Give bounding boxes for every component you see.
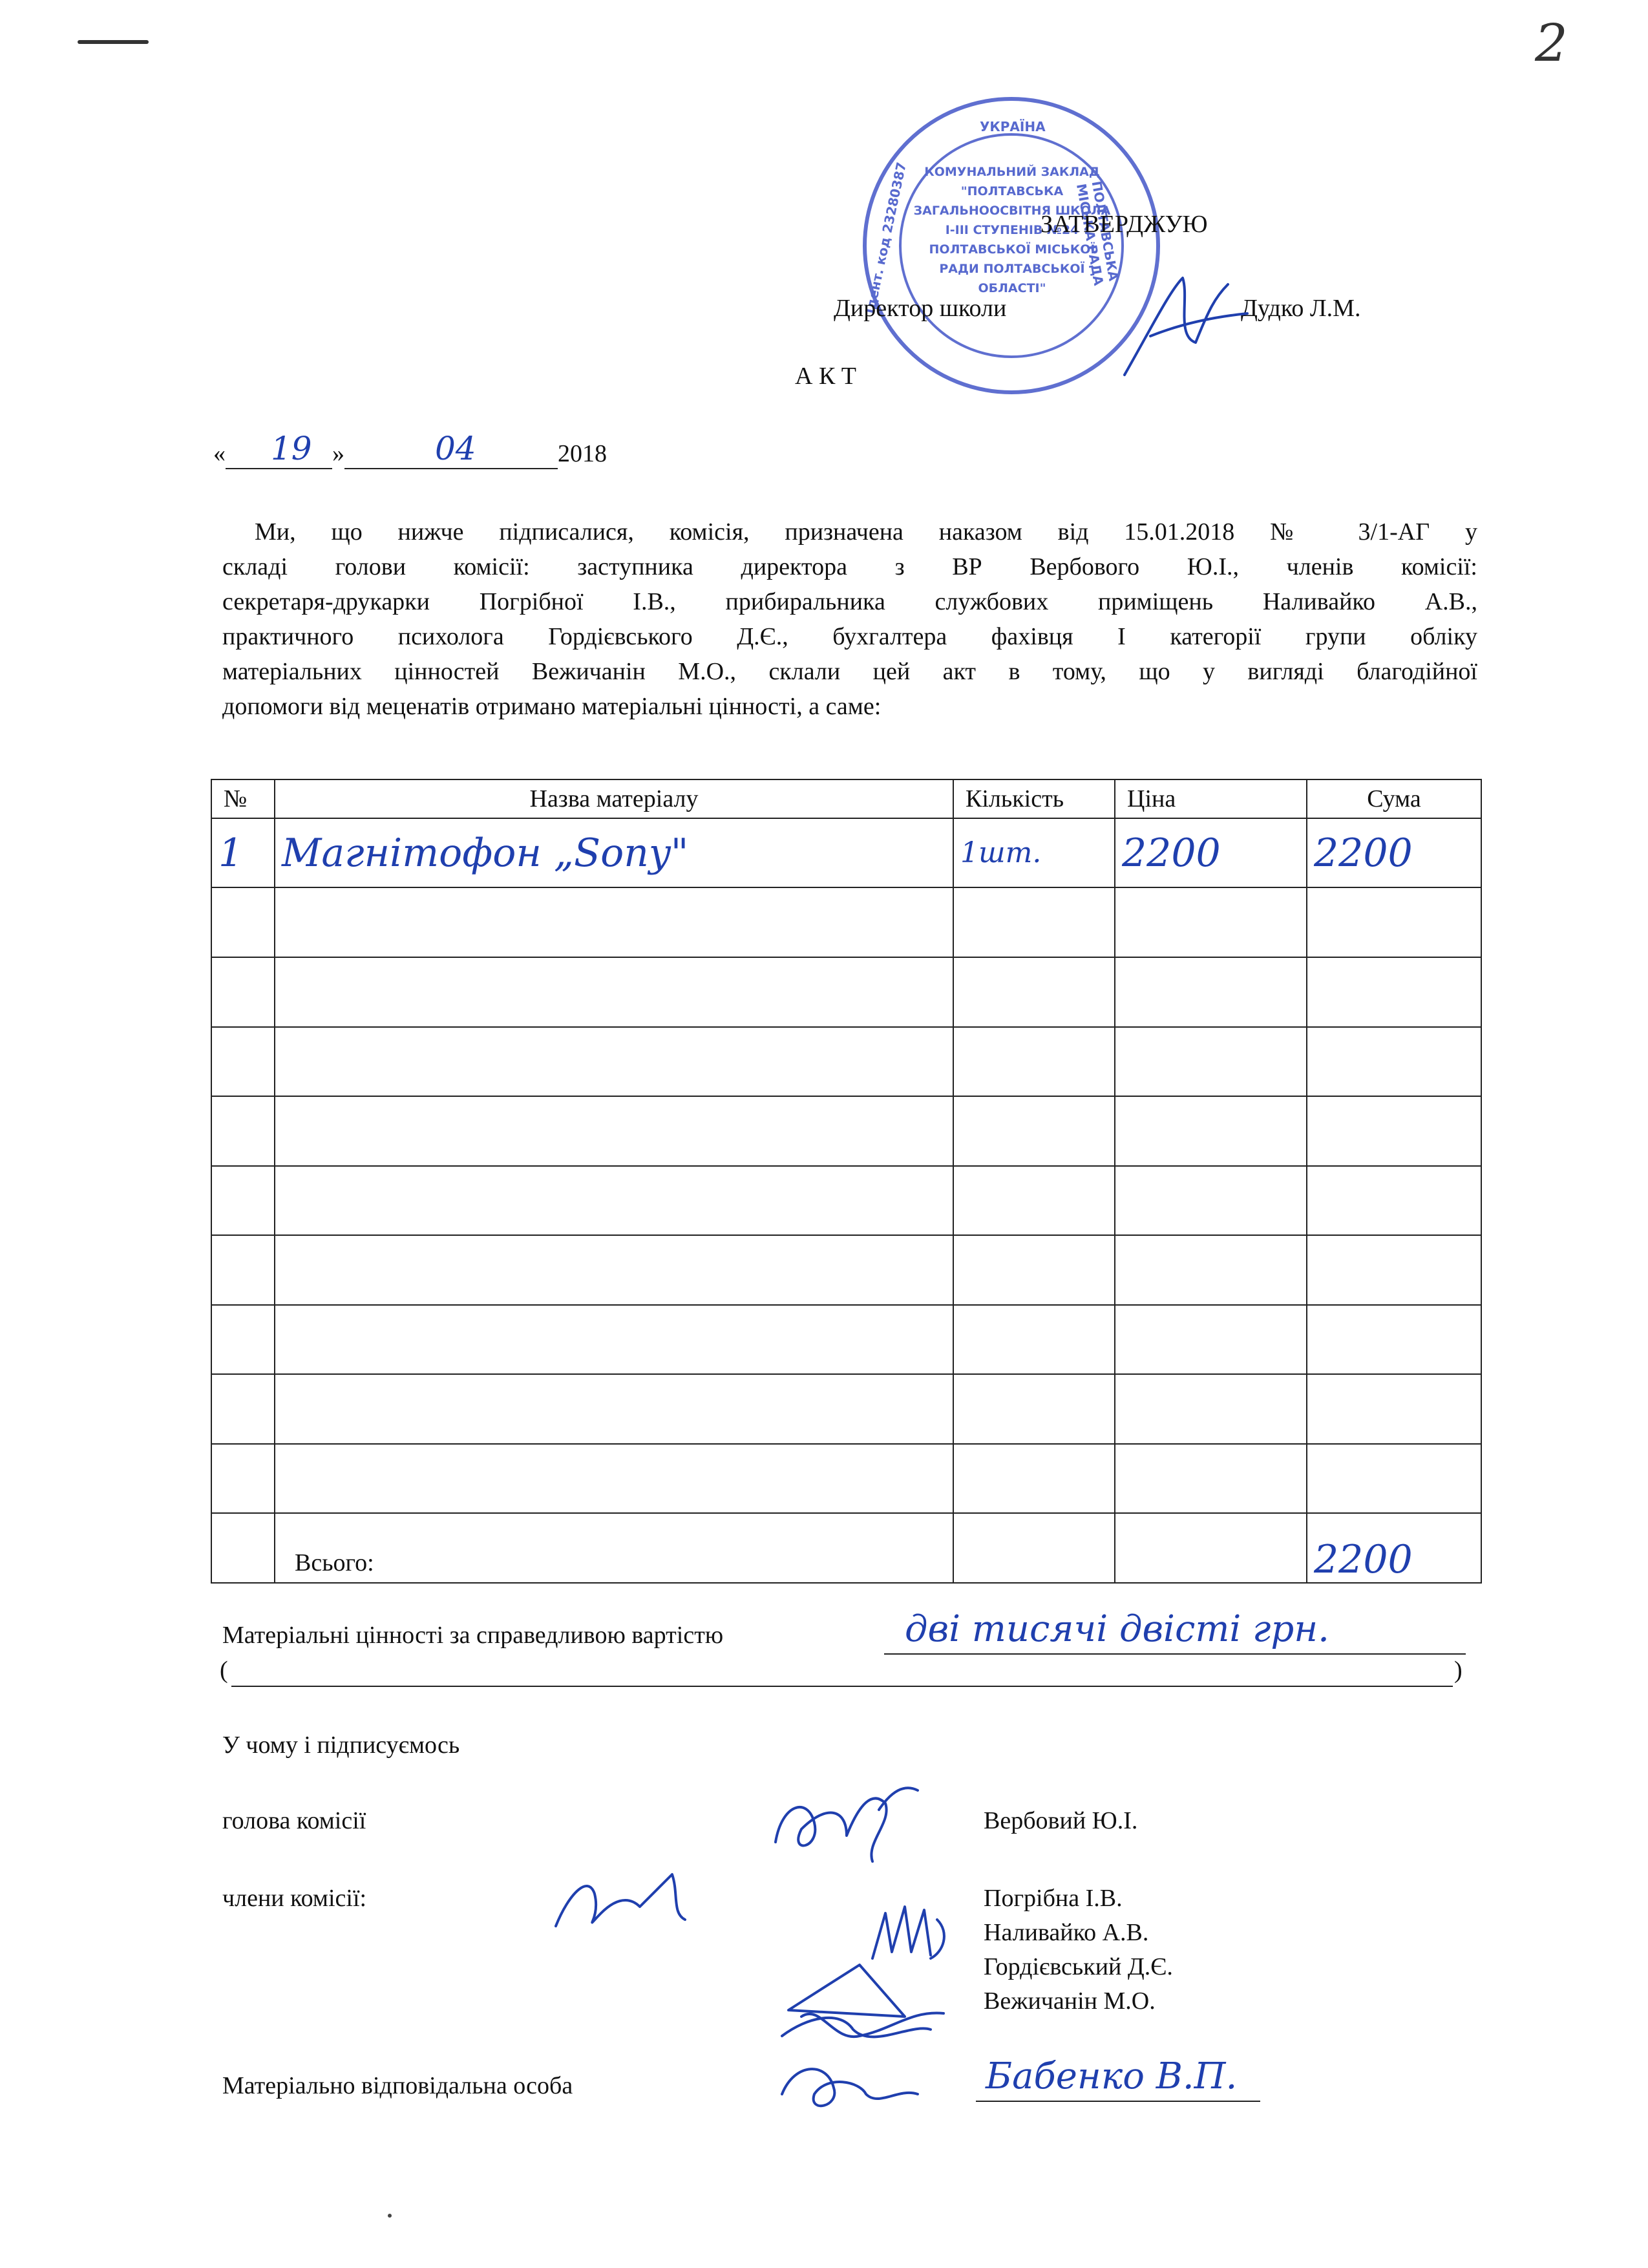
row-number: 1: [211, 818, 275, 888]
approval-heading: ЗАТВЕРДЖУЮ: [1041, 211, 1208, 238]
col-header-sum: Сума: [1307, 779, 1481, 818]
act-body-paragraph: [222, 514, 1477, 724]
table-header-row: [211, 779, 1481, 818]
date-close-quote: »: [332, 440, 344, 467]
member-name: Наливайко А.В.: [984, 1919, 1149, 1946]
member-name: Вежичанін М.О.: [984, 1987, 1156, 2015]
stamp-ring-top: УКРАЇНА: [980, 119, 1046, 134]
chair-name: Вербовий Ю.І.: [984, 1807, 1138, 1834]
director-signature: [1112, 252, 1254, 394]
row-sum: 2200: [1307, 818, 1481, 888]
col-header-quantity: Кількість: [953, 779, 1115, 818]
table-row: [211, 1444, 1481, 1514]
value-paren-close: ): [1454, 1657, 1463, 1684]
col-header-name: Назва матеріалу: [275, 779, 953, 818]
table-row: [211, 1374, 1481, 1444]
table-row: [211, 1027, 1481, 1097]
body-line: практичного психолога Гордієвського Д.Є., бухгалтера фахівця І категорії групи обліку: [222, 623, 1477, 650]
date-open-quote: «: [213, 440, 226, 467]
date-year: 2018: [558, 440, 607, 467]
table-row: [211, 818, 1481, 888]
value-second-line: [231, 1686, 1453, 1687]
document-title: А К Т: [795, 363, 856, 390]
chair-label: голова комісії: [222, 1807, 366, 1834]
body-line: допомоги від меценатів отримано матеріальні цінності, а саме:: [222, 693, 882, 720]
col-header-number: №: [211, 779, 275, 818]
member-name: Гордієвський Д.Є.: [984, 1953, 1173, 1980]
chair-signature: [763, 1765, 931, 1887]
date-month: 04: [435, 429, 476, 467]
date-day: 19: [271, 429, 312, 467]
responsible-signature: [769, 2049, 937, 2120]
total-label: Всього:: [295, 1549, 374, 1576]
responsible-label: Матеріально відповідальна особа: [222, 2072, 573, 2099]
responsible-name: Бабенко В.П.: [986, 2055, 1238, 2097]
members-label: члени комісії:: [222, 1885, 367, 1912]
director-name: Дудко Л.М.: [1241, 295, 1361, 322]
body-line: Ми, що нижче підписалися, комісія, призначена наказом від 15.01.2018 № 3/1-АГ у: [255, 518, 1477, 546]
stamp-ring-left: Ідент. код 23280387: [861, 160, 910, 315]
total-sum: 2200: [1307, 1513, 1481, 1583]
value-underline: [884, 1653, 1466, 1655]
col-header-price: Ціна: [1115, 779, 1307, 818]
table-row: [211, 957, 1481, 1027]
responsible-underline: [976, 2101, 1260, 2102]
stamp-center-text: КОМУНАЛЬНИЙ ЗАКЛАД "ПОЛТАВСЬКА ЗАГАЛЬНООСВІТНЯ ШКОЛА І-ІІІ СТУПЕНІВ №24 ПОЛТАВСЬКОЇ МІСЬКОЇ РАДИ ПОЛТАВСЬКОЇ ОБЛАСТІ": [913, 165, 1111, 295]
page-number: 2: [1535, 13, 1568, 73]
row-quantity: 1шт.: [953, 818, 1115, 888]
body-line: складі голови комісії: заступника директора з ВР Вербового Ю.І., членів комісії:: [222, 553, 1477, 580]
table-row: [211, 1305, 1481, 1375]
scan-mark: [78, 40, 149, 44]
table-row: [211, 1166, 1481, 1236]
body-line: матеріальних цінностей Вежичанін М.О., склали цей акт в тому, що у вигляді благодійної: [222, 658, 1477, 685]
value-paren-open: (: [220, 1657, 228, 1684]
scan-dot: [388, 2214, 392, 2218]
materials-table: [211, 779, 1482, 1584]
stamp-ring-right: ПОЛТАВСЬКА МІСЬКА РАДА: [1073, 180, 1122, 287]
member-name: Погрібна І.В.: [984, 1885, 1123, 1912]
value-label: Матеріальні цінності за справедливою вартістю: [222, 1622, 724, 1649]
member-signature-1: [543, 1855, 711, 1945]
table-row: [211, 1235, 1481, 1305]
table-total-row: [211, 1513, 1481, 1583]
table-row: [211, 1096, 1481, 1166]
director-title: Директор школи: [834, 295, 1007, 322]
date-line: [213, 429, 607, 469]
table-row: [211, 887, 1481, 957]
row-price: 2200: [1115, 818, 1307, 888]
body-line: секретаря-друкарки Погрібної І.В., прибиральника службових приміщень Наливайко А.В.,: [222, 588, 1477, 615]
value-in-words: дві тисячі двісті грн.: [905, 1608, 1329, 1650]
signing-intro: У чому і підписуємось: [222, 1732, 460, 1759]
row-item-name: Магнітофон „Sony": [275, 818, 953, 888]
member-signature-3: [763, 1939, 956, 2049]
